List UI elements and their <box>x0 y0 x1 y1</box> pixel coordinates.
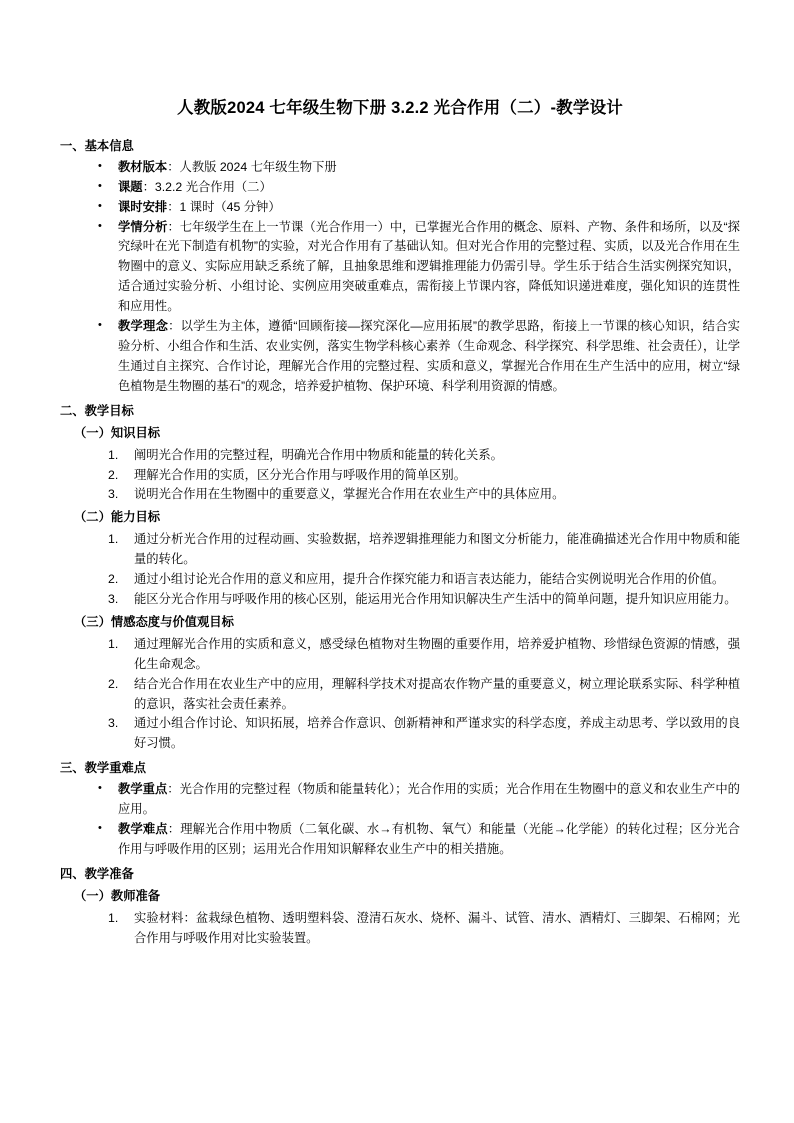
subheading-teacher-preparation: （一）教师准备 <box>74 888 161 903</box>
item-label: 教学难点 <box>118 822 168 837</box>
item-separator: ： <box>183 910 196 925</box>
item-separator: ： <box>167 199 180 214</box>
item-separator: ： <box>167 219 180 234</box>
item-label: 教材版本 <box>118 159 168 174</box>
item-text: 1 课时（45 分钟） <box>179 199 281 214</box>
subheading-emotional-attitude-objectives: （三）情感态度与价值观目标 <box>74 614 234 629</box>
list-item <box>60 820 740 860</box>
teacher-preparation-list <box>60 909 740 949</box>
list-item: 通过小组合作讨论、知识拓展，培养合作意识、创新精神和严谨求实的科学态度，养成主动思考、学以致用的良好习惯。 <box>134 716 740 751</box>
list-item <box>60 909 740 949</box>
list-item <box>60 317 740 397</box>
item-text: 七年级学生在上一节课（光合作用一）中，已掌握光合作用的概念、原料、产物、条件和场所，以及“探究绿叶在光下制造有机物”的实验，对光合作用有了基础认知。但对光合作用的完整过程、实质，以及光合作用在生物圈中的意义、实际应用缺乏系统了解，且抽象思维和逻辑推理能力仍需引导。学生乐于结合生活实例探究知识，适合通过实验分析、小组讨论、实例应用突破重难点，需衔接上节课内容，降低知识递进难度，强化知识的连贯性和应用性。 <box>118 219 740 314</box>
list-item: 通过小组讨论光合作用的意义和应用，提升合作探究能力和语言表达能力，能结合实例说明光合作用的价值。 <box>134 572 725 587</box>
knowledge-objectives-list <box>60 446 740 506</box>
item-label: 学情分析 <box>118 219 168 234</box>
item-separator: ： <box>142 179 155 194</box>
item-text: 以学生为主体，遵循“回顾衔接—探究深化—应用拓展”的教学思路，衔接上一节课的核心知识，结合实验分析、小组合作和生活、农业实例，落实生物学科核心素养（生命观念、科学探究、科学思维、社会责任），让学生通过自主探究、合作讨论，理解光合作用的完整过程、实质和意义，掌握光合作用在生产生活中的应用，树立“绿色植物是生物圈的基石”的观念，培养爱护植物、保护环境、科学利用资源的情感。 <box>118 319 740 393</box>
item-text: 人教版 2024 七年级生物下册 <box>179 159 337 174</box>
item-text: 盆栽绿色植物、透明塑料袋、澄清石灰水、烧杯、漏斗、试管、清水、酒精灯、三脚架、石棉网；光合作用与呼吸作用对比实验装置。 <box>134 910 740 945</box>
key-difficult-points-list <box>60 780 740 860</box>
list-item <box>60 178 740 198</box>
item-text: 3.2.2 光合作用（二） <box>154 179 272 194</box>
list-item: 通过分析光合作用的过程动画、实验数据，培养逻辑推理能力和图文分析能力，能准确描述光合作用中物质和能量的转化。 <box>134 532 740 567</box>
section-heading-teaching-objectives: 二、教学目标 <box>60 403 134 418</box>
list-item: 说明光合作用在生物圈中的重要意义，掌握光合作用在农业生产中的具体应用。 <box>134 487 565 502</box>
section-heading-key-difficult-points: 三、教学重难点 <box>60 761 147 776</box>
list-item: 通过理解光合作用的实质和意义，感受绿色植物对生物圈的重要作用，培养爱护植物、珍惜绿色资源的情感，强化生命观念。 <box>134 636 740 671</box>
list-item <box>60 198 740 218</box>
item-separator: ： <box>167 782 180 797</box>
page-title: 人教版2024 七年级生物下册 3.2.2 光合作用（二）-教学设计 <box>177 99 623 117</box>
list-item: 理解光合作用的实质，区分光合作用与呼吸作用的简单区别。 <box>134 467 467 482</box>
basic-info-list <box>60 158 740 397</box>
item-text: 光合作用的完整过程（物质和能量转化）；光合作用的实质；光合作用在生物圈中的意义和农业生产中的应用。 <box>118 782 740 817</box>
ability-objectives-list <box>60 530 740 610</box>
item-label: 课时安排 <box>118 199 168 214</box>
item-label: 课题 <box>118 179 143 194</box>
item-separator: ： <box>167 159 180 174</box>
list-item <box>60 158 740 178</box>
section-heading-teaching-preparation: 四、教学准备 <box>60 866 134 881</box>
item-separator: ： <box>168 319 181 334</box>
item-label: 教学重点 <box>118 782 168 797</box>
subheading-knowledge-objectives: （一）知识目标 <box>74 425 161 440</box>
subheading-ability-objectives: （二）能力目标 <box>74 510 161 525</box>
item-label: 实验材料 <box>134 910 184 925</box>
item-text: 理解光合作用中物质（二氧化碳、水→有机物、氧气）和能量（光能→化学能）的转化过程；区分光合作用与呼吸作用的区别；运用光合作用知识解释农业生产中的相关措施。 <box>118 822 740 856</box>
list-item: 能区分光合作用与呼吸作用的核心区别，能运用光合作用知识解决生产生活中的简单问题，提升知识应用能力。 <box>134 591 737 606</box>
item-label: 教学理念 <box>118 319 169 334</box>
list-item <box>60 780 740 820</box>
list-item <box>60 218 740 318</box>
list-item: 阐明光合作用的完整过程，明确光合作用中物质和能量的转化关系。 <box>134 447 503 462</box>
section-heading-basic-info: 一、基本信息 <box>60 138 134 153</box>
item-separator: ： <box>167 822 181 837</box>
emotional-attitude-objectives-list <box>60 635 740 754</box>
list-item: 结合光合作用在农业生产中的应用，理解科学技术对提高农作物产量的重要意义，树立理论联系实际、科学种植的意识，落实社会责任素养。 <box>134 676 740 711</box>
